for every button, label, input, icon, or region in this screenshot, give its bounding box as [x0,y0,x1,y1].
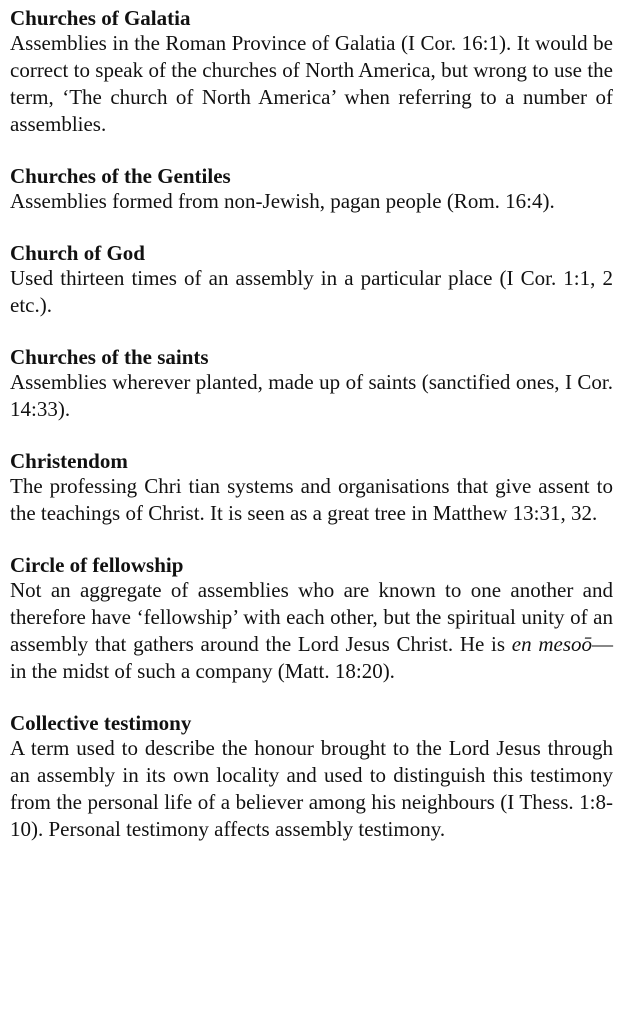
entry-definition: Used thirteen times of an assembly in a particular place (I Cor. 1:1, 2 etc.). [10,266,613,317]
entry-definition [10,577,613,685]
entry-definition: The professing Chri tian systems and organisations that give assent to the teachings of Christ. It is seen as a great tree in Matthew 13:31, 32. [10,474,613,525]
greek-phrase: en mesoō [511,632,593,656]
glossary-entry-churches-of-the-gentiles [10,164,613,215]
entry-term: Churches of the Gentiles [10,164,231,188]
glossary-entry-christendom [10,449,613,527]
entry-term: Circle of fellowship [10,553,184,577]
glossary-page [10,6,613,869]
entry-definition: Assemblies formed from non-Jewish, pagan people (Rom. 16:4). [10,189,555,213]
definition-text: —in the midst of such a company (Matt. 18:20). [10,632,614,683]
entry-definition: A term used to describe the honour brought to the Lord Jesus through an assembly in its own locality and used to distinguish this testimony from the personal life of a believer among his neighbours (I Thess. 1:8-10). Personal testimony affects assembly testimony. [10,736,613,841]
glossary-entry-church-of-god [10,241,613,319]
glossary-entry-churches-of-the-saints [10,345,613,423]
entry-term: Church of God [10,241,145,265]
entry-term: Christendom [10,449,128,473]
definition-text: Not an aggregate of assemblies who are known to one another and therefore have ‘fellowship’ with each other, but the spiritual unity of an assembly that gathers around the Lord Jesus Christ. He is [10,578,613,656]
glossary-entry-churches-of-galatia [10,6,613,138]
entry-definition: Assemblies in the Roman Province of Galatia (I Cor. 16:1). It would be correct to speak of the churches of North America, but wrong to use the term, ‘The church of North America’ when referring to a number of assemblies. [10,31,613,136]
entry-term: Churches of the saints [10,345,209,369]
glossary-entry-collective-testimony [10,711,613,843]
entry-term: Churches of Galatia [10,6,191,30]
glossary-entry-circle-of-fellowship [10,553,613,685]
entry-term: Collective testimony [10,711,192,735]
entry-definition: Assemblies wherever planted, made up of saints (sanctified ones, I Cor. 14:33). [10,370,613,421]
